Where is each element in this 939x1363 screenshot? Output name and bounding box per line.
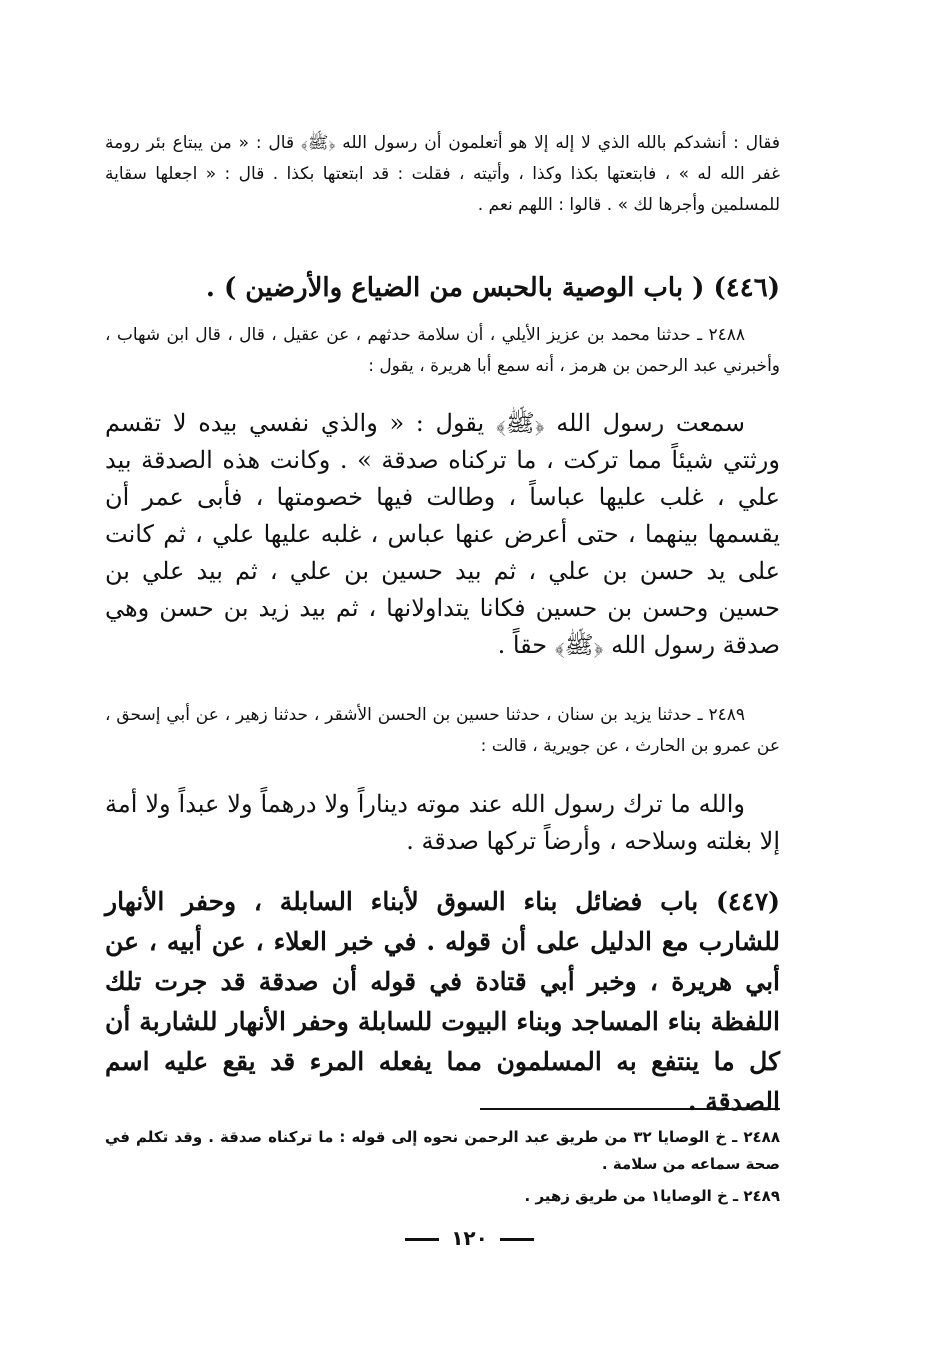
isnad-2489: ٢٤٨٩ ـ حدثنا يزيد بن سنان ، حدثنا حسين بن الحسن الأشقر ، حدثنا زهير ، عن أبي إسحق ، عن عمرو بن الحارث ، عن جويرية ، قالت : bbox=[105, 705, 780, 756]
footnote-2489: ٢٤٨٩ ـ خ الوصايا١ من طريق زهير . bbox=[524, 1187, 780, 1205]
top-paragraph: فقال : أنشدكم بالله الذي لا إله إلا هو أتعلمون أن رسول الله ﴿ﷺ﴾ قال : « من يبتاع بئر رومة غفر الله له » ، فابتعتها بكذا وكذا ، وأتيته ، فقلت : قد ابتعتها بكذا . قال : « اجعلها سقاية للمسلمين وأجرها لك » . قالوا : اللهم نعم . bbox=[105, 133, 780, 215]
page-number-dash-right bbox=[500, 1238, 534, 1241]
page-number-dash-left bbox=[405, 1238, 439, 1241]
isnad-2488: ٢٤٨٨ ـ حدثنا محمد بن عزيز الأيلي ، أن سلامة حدثهم ، عن عقيل ، قال ، قال ابن شهاب ، وأخبرني عبد الرحمن بن هرمز ، أنه سمع أبا هريرة ، يقول : bbox=[105, 325, 780, 376]
chapter-heading-446: (٤٤٦) ( باب الوصية بالحبس من الضياع والأرضين ) . bbox=[205, 273, 780, 303]
matn-2489: والله ما ترك رسول الله عند موته ديناراً ولا درهماً ولا عبداً ولا أمة إلا بغلته وسلاحه ، وأرضاً تركها صدقة . bbox=[105, 790, 780, 855]
page-number bbox=[0, 1226, 939, 1250]
chapter-heading-447: (٤٤٧) باب فضائل بناء السوق لأبناء السابلة ، وحفر الأنهار للشارب مع الدليل على أن قوله . في خبر العلاء ، عن أبيه ، عن أبي هريرة ، وخبر أبي قتادة في قوله أن صدقة قد جرت تلك اللفظة بناء المساجد وبناء البيوت للسابلة وحفر الأنهار للشاربة أن كل ما ينتفع به المسلمون مما يفعله المرء قد يقع عليه اسم الصدقة . bbox=[105, 887, 780, 1116]
page-number-text: ١٢٠ bbox=[451, 1226, 488, 1250]
footnote-divider bbox=[480, 1108, 780, 1110]
footnote-2488: ٢٤٨٨ ـ خ الوصايا ٣٢ من طريق عبد الرحمن نحوه إلى قوله : ما تركناه صدقة . وقد تكلم في صحة سماعه من سلامة . bbox=[105, 1128, 780, 1173]
matn-2488: سمعت رسول الله ﴿ﷺ﴾ يقول : « والذي نفسي بيده لا تقسم ورثتي شيئاً مما تركت ، ما تركناه صدقة » . وكانت هذه الصدقة بيد علي ، غلب عليها عباساً ، وطالت فيها خصومتها ، فأبى عمر أن يقسمها بينهما ، حتى أعرض عنها عباس ، غلبه عليها علي ، ثم كانت على يد حسن بن علي ، ثم بيد حسين بن علي ، ثم بيد علي بن حسين وحسن بن حسين فكانا يتداولانها ، ثم بيد زيد بن حسن وهي صدقة رسول الله ﴿ﷺ﴾ حقاً . bbox=[105, 409, 780, 659]
